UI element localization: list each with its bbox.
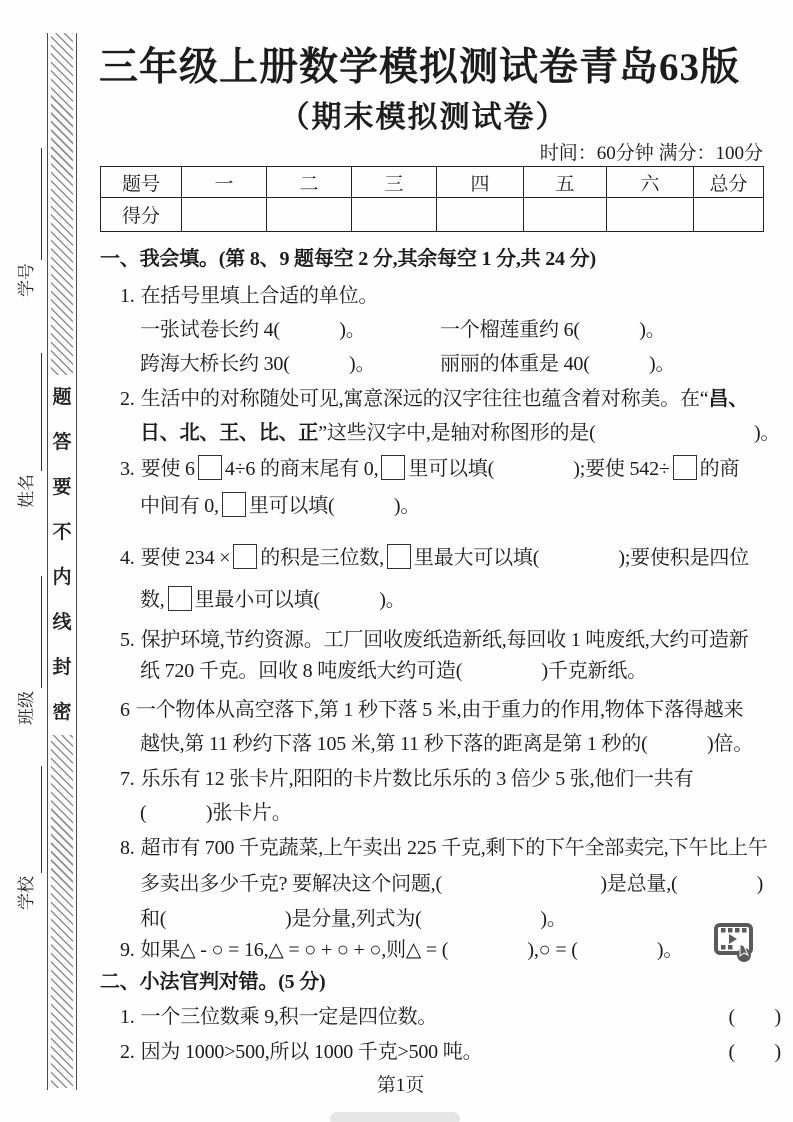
score-cell [694,198,764,232]
question-8-line-2 [100,871,793,898]
score-cell [607,198,694,232]
question-5-line-2 [100,658,793,685]
judge-answer-blank: ( ) [728,1006,781,1028]
question-3-line-2 [100,492,793,520]
unit-blank-item: 丽丽的体重是 40( )。 [440,353,676,375]
school-field [12,758,42,910]
question-number: 2. [120,388,135,410]
page-title: 三年级上册数学模拟测试卷青岛63版 [98,46,740,89]
seal-hatch-bottom [51,735,73,1088]
question-text: 一个物体从高空落下,第 1 秒下落 5 米,由于重力的作用,物体下落得越来 [135,699,744,721]
answer-box [233,544,257,569]
fill-line [13,353,42,471]
class-field [12,568,42,725]
answer-box [381,455,405,480]
judge-item-2 [100,1039,783,1066]
question-8-line-3 [100,906,793,933]
judge-answer-blank: ( ) [728,1041,781,1063]
question-7-line-1 [100,766,783,793]
fill-line [13,576,42,688]
question-text: 多卖出多少千克? 要解决这个问题,( )是总量,( ) [140,873,764,895]
question-text: 中间有 0, [140,495,219,517]
question-text: 如果△ - ○ = 16,△ = ○ + ○ + ○,则△ = ( ),○ = ( )。 [140,939,684,961]
fill-line [13,148,42,260]
student-name-label: 姓名 [17,474,36,508]
school-label: 学校 [17,876,36,910]
page-subtitle: （期末模拟测试卷） [279,101,568,134]
question-text: 在括号里填上合适的单位。 [140,285,379,307]
section-1-heading: 一、我会填。(第 8、9 题每空 2 分,其余每空 1 分,共 24 分) [100,248,596,270]
question-number: 8. [120,837,135,859]
question-6-line-1 [100,697,783,724]
question-number: 2. [120,1041,135,1063]
seal-text-char: 答 [52,432,72,453]
score-table-header-cell: 六 [607,167,694,198]
seal-text-char: 线 [52,612,72,633]
question-4-line-1 [100,544,783,572]
unit-blank-item: 一个榴莲重约 6( )。 [440,319,666,341]
question-number: 3. [120,458,135,480]
question-text: 要使 234 × [140,547,231,569]
score-cell [437,198,524,232]
page-number: 第1页 [376,1075,425,1096]
question-text: 要使 6 [140,458,195,480]
question-text: 数, [140,589,165,611]
answer-box [198,455,222,480]
question-text: 一个三位数乘 9,积一定是四位数。 [140,1006,438,1028]
question-1-row-2 [100,351,793,378]
question-2-line-1 [100,386,783,413]
video-play-icon[interactable] [713,922,757,964]
question-text: 里最大可以填( );要使积是四位 [413,547,749,569]
answer-box [387,544,411,569]
score-cell [352,198,437,232]
question-text: 保护环境,节约资源。工厂回收废纸造新纸,每回收 1 吨废纸,大约可造新 [140,629,749,651]
question-5-line-1 [100,627,783,654]
seal-text-char: 封 [52,657,72,678]
unit-blank-item: 一张试卷长约 4( )。 [140,319,366,341]
question-7-line-2 [100,800,793,827]
score-table-header-cell: 一 [182,167,267,198]
score-table-header-cell: 二 [267,167,352,198]
answer-box [673,455,697,480]
question-text: 里可以填( )。 [248,495,421,517]
section-2-heading: 二、小法官判对错。(5 分) [100,971,326,993]
score-table-header-cell: 题号 [101,167,182,198]
seal-text-char: 题 [52,387,72,408]
student-name-field [12,345,42,508]
seal-text-char: 密 [52,702,72,723]
question-1-row-1 [100,317,793,344]
question-text: ”这些汉字中,是轴对称图形的是( )。 [318,422,781,444]
question-2-line-2 [100,420,793,447]
question-3-line-1 [100,455,783,483]
question-number: 5. [120,629,135,651]
question-number: 6 [120,699,130,721]
paper-content [98,0,781,1122]
answer-box [168,586,192,611]
question-text: 乐乐有 12 张卡片,阳阳的卡片数比乐乐的 3 倍少 5 张,他们一共有 [140,768,694,790]
question-text: 里可以填( );要使 542÷ [408,458,670,480]
question-text: 里最小可以填( )。 [194,589,406,611]
question-number: 7. [120,768,135,790]
question-text: 生活中的对称随处可见,寓意深远的汉字往往也蕴含着对称美。在“ [140,388,709,410]
page-bottom-smudge [330,1112,460,1122]
student-number-field [12,140,42,297]
question-9 [100,937,783,964]
question-text: 因为 1000>500,所以 1000 千克>500 吨。 [140,1041,483,1063]
question-8-line-1 [100,835,783,862]
question-number: 9. [120,939,135,961]
question-6-line-2 [100,731,793,758]
question-text: 越快,第 11 秒约下落 105 米,第 11 秒下落的距离是第 1 秒的( )倍。 [140,733,754,755]
question-text: 超市有 700 千克蔬菜,上午卖出 225 千克,剩下的下午全部卖完,下午比上午 [140,837,768,859]
judge-item-1 [100,1004,783,1031]
fill-line [13,766,42,873]
seal-text-char: 要 [52,477,72,498]
question-text: 的商 [699,458,740,480]
score-table [100,166,764,232]
score-table-header-cell: 三 [352,167,437,198]
question-number: 1. [120,1006,135,1028]
unit-blank-item: 跨海大桥长约 30( )。 [140,353,376,375]
question-text: 的积是三位数, [260,547,384,569]
seal-line-column [47,33,77,1090]
question-text: ( )张卡片。 [140,802,292,824]
time-score-meta: 时间：60分钟 满分：100分 [539,143,763,164]
score-cell [182,198,267,232]
score-table-header-cell: 总分 [694,167,764,198]
question-number: 1. [120,285,135,307]
question-4-line-2 [100,586,793,614]
question-1 [100,283,783,310]
seal-text-char: 内 [52,567,72,588]
question-text: 纸 720 千克。回收 8 吨废纸大约可造( )千克新纸。 [140,660,647,682]
question-number: 4. [120,547,135,569]
score-cell [267,198,352,232]
student-number-label: 学号 [17,263,36,297]
score-table-header-cell: 五 [524,167,607,198]
score-cell [524,198,607,232]
question-text-bold: 昌、 [708,388,749,410]
score-row-label: 得分 [101,198,182,232]
score-table-header-cell: 四 [437,167,524,198]
answer-box [222,492,246,517]
class-label: 班级 [17,691,36,725]
seal-text-char: 不 [52,522,72,543]
question-text: 4÷6 的商末尾有 0, [224,458,379,480]
question-text-bold: 日、北、王、比、正 [140,422,319,444]
question-text: 和( )是分量,列式为( )。 [140,908,567,930]
seal-hatch-top [51,33,73,375]
